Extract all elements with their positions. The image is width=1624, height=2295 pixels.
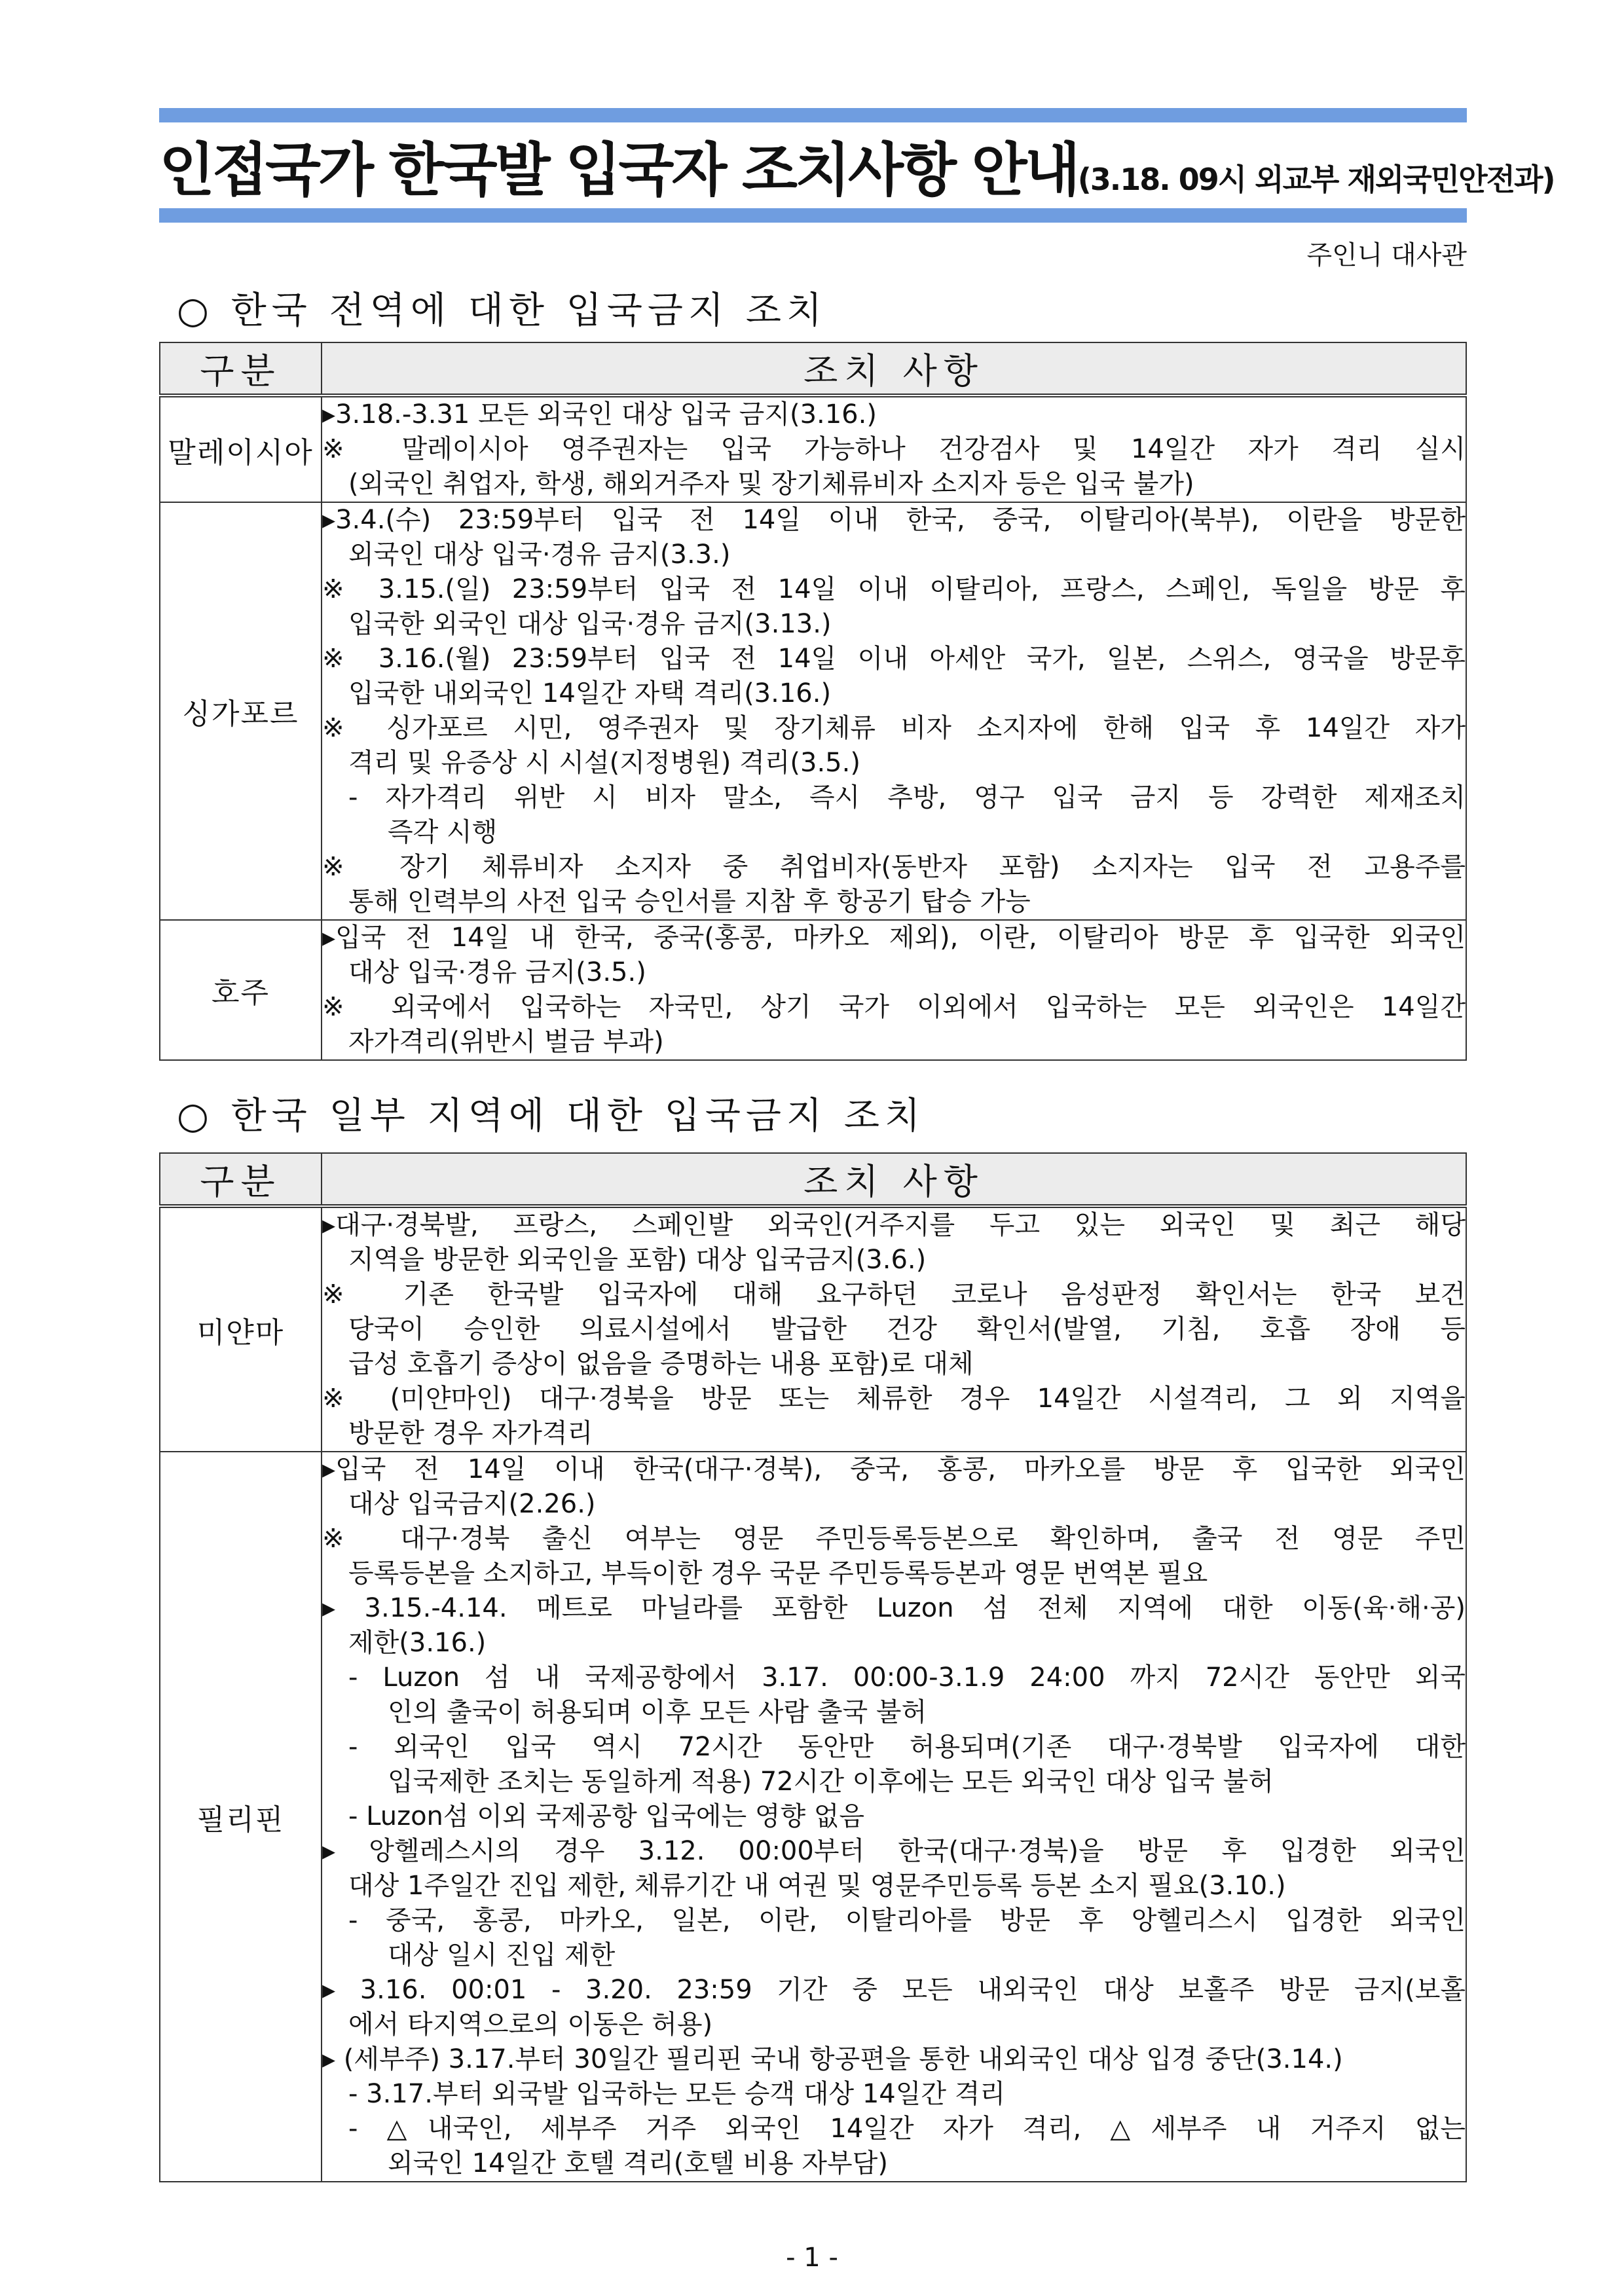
table-header-row — [160, 342, 1466, 395]
measure-line: ▸ 앙헬레스시의 경우 3.12. 00:00부터 한국(대구·경북)을 방문 후 입경한 외국인 — [322, 1836, 1466, 1866]
measure-line: 대상 일시 진입 제한 — [388, 1940, 616, 1970]
embassy-label: 주인니 대사관 — [1306, 240, 1467, 270]
measure-line: 인의 출국이 허용되며 이후 모든 사람 출국 불허 — [388, 1697, 927, 1727]
table-row — [160, 502, 1466, 920]
measure-line: ▸입국 전 14일 이내 한국(대구·경북), 중국, 홍콩, 마카오를 방문 후 입국한 외국인 — [322, 1454, 1466, 1484]
title-bottom-bar — [159, 208, 1467, 223]
table-row — [160, 920, 1466, 1060]
measure-line: 입국한 내외국인 14일간 자택 격리(3.16.) — [348, 678, 832, 708]
page-number: - 1 - — [786, 2243, 838, 2273]
measure-line: ▸3.4.(수) 23:59부터 입국 전 14일 이내 한국, 중국, 이탈리아(북부), 이란을 방문한 — [322, 505, 1466, 535]
section2-table — [159, 1152, 1467, 2182]
measure-line: 즉각 시행 — [388, 817, 498, 847]
measure-line: 대상 입국·경유 금지(3.5.) — [348, 957, 646, 987]
measure-line: 외국인 대상 입국·경유 금지(3.3.) — [348, 540, 731, 570]
measures-cell — [322, 1206, 1466, 1452]
measure-line: ▸ 3.16. 00:01 - 3.20. 23:59 기간 중 모든 내외국인 대상 보홀주 방문 금지(보홀 — [322, 1975, 1466, 2005]
measure-line: 당국이 승인한 의료시설에서 발급한 건강 확인서(발열, 기침, 호흡 장애 등 — [348, 1314, 1466, 1344]
measure-line: ※ 기존 한국발 입국자에 대해 요구하던 코로나 음성판정 확인서는 한국 보건 — [322, 1279, 1466, 1310]
measure-line: 입국제한 조치는 동일하게 적용) 72시간 이후에는 모든 외국인 대상 입국 불허 — [388, 1767, 1274, 1797]
measure-line: - Luzon 섬 내 국제공항에서 3.17. 00:00-3.1.9 24:00 까지 72시간 동안만 외국 — [348, 1662, 1466, 1693]
country-cell: 필리핀 — [160, 1452, 322, 2182]
measure-line: 대상 입국금지(2.26.) — [348, 1489, 596, 1519]
measure-line: - Luzon섬 이외 국제공항 입국에는 영향 없음 — [348, 1801, 865, 1831]
measure-line: ▸3.18.-3.31 모든 외국인 대상 입국 금지(3.16.) — [322, 399, 877, 430]
section1-heading: ○ 한국 전역에 대한 입국금지 조치 — [177, 289, 828, 332]
measure-line: - 자가격리 위반 시 비자 말소, 즉시 추방, 영구 입국 금지 등 강력한 제재조치 — [348, 782, 1466, 813]
measure-line: ▸ (세부주) 3.17.부터 30일간 필리핀 국내 항공편을 통한 내외국인 대상 입경 중단(3.14.) — [322, 2044, 1343, 2074]
country-cell: 미얀마 — [160, 1206, 322, 1452]
measure-line: - 3.17.부터 외국발 입국하는 모든 승객 대상 14일간 격리 — [348, 2079, 1005, 2109]
country-cell: 호주 — [160, 920, 322, 1060]
table-row — [160, 1206, 1466, 1452]
measure-line: (외국인 취업자, 학생, 해외거주자 및 장기체류비자 소지자 등은 입국 불가) — [348, 469, 1194, 499]
measure-line: ※ 말레이시아 영주권자는 입국 가능하나 건강검사 및 14일간 자가 격리 실시 — [322, 434, 1466, 464]
table-row — [160, 1452, 1466, 2182]
col-header-country: 구분 — [160, 1153, 322, 1206]
title-top-bar — [159, 108, 1467, 122]
measure-line: ※ 대구·경북 출신 여부는 영문 주민등록등본으로 확인하며, 출국 전 영문 주민 — [322, 1524, 1466, 1554]
page-title — [159, 124, 1555, 207]
measure-line: 대상 1주일간 진입 제한, 체류기간 내 여권 및 영문주민등록 등본 소지 필요(3.10.) — [348, 1871, 1286, 1901]
measures-cell — [322, 395, 1466, 502]
measure-line: ▸입국 전 14일 내 한국, 중국(홍콩, 마카오 제외), 이란, 이탈리아 방문 후 입국한 외국인 — [322, 923, 1466, 953]
measure-line: ※ (미얀마인) 대구·경북을 방문 또는 체류한 경우 14일간 시설격리, 그 외 지역을 — [322, 1384, 1466, 1414]
col-header-country: 구분 — [160, 342, 322, 395]
table-header-row — [160, 1153, 1466, 1206]
measure-line: 에서 타지역으로의 이동은 허용) — [348, 2010, 713, 2040]
measure-line: ※ 3.16.(월) 23:59부터 입국 전 14일 이내 아세안 국가, 일본, 스위스, 영국을 방문후 — [322, 644, 1466, 674]
measure-line: ※ 싱가포르 시민, 영주권자 및 장기체류 비자 소지자에 한해 입국 후 14일간 자가 — [322, 713, 1466, 743]
measure-line: ※ 3.15.(일) 23:59부터 입국 전 14일 이내 이탈리아, 프랑스, 스페인, 독일을 방문 후 — [322, 574, 1466, 604]
measure-line: - 중국, 홍콩, 마카오, 일본, 이란, 이탈리아를 방문 후 앙헬리스시 입경한 외국인 — [348, 1905, 1466, 1936]
country-cell: 말레이시아 — [160, 395, 322, 502]
measure-line: - △내국인, 세부주 거주 외국인 14일간 자가 격리, △세부주 내 거주지 없는 — [348, 2114, 1466, 2144]
measures-cell — [322, 1452, 1466, 2182]
measure-line: 방문한 경우 자가격리 — [348, 1418, 593, 1448]
measure-line: 급성 호흡기 증상이 없음을 증명하는 내용 포함)로 대체 — [348, 1349, 974, 1379]
measure-line: ▸ 3.15.-4.14. 메트로 마닐라를 포함한 Luzon 섬 전체 지역에 대한 이동(육·해·공) — [322, 1593, 1466, 1623]
section2-heading: ○ 한국 일부 지역에 대한 입국금지 조치 — [177, 1095, 926, 1137]
measure-line: 외국인 14일간 호텔 격리(호텔 비용 자부담) — [388, 2148, 888, 2178]
measure-line: - 외국인 입국 역시 72시간 동안만 허용되며(기존 대구·경북발 입국자에 대한 — [348, 1732, 1466, 1762]
title-main: 인접국가 한국발 입국자 조치사항 안내 — [159, 136, 1078, 204]
measure-line: ※ 외국에서 입국하는 자국민, 상기 국가 이외에서 입국하는 모든 외국인은 14일간 — [322, 992, 1466, 1022]
measure-line: 자가격리(위반시 벌금 부과) — [348, 1027, 664, 1057]
measure-line: 등록등본을 소지하고, 부득이한 경우 국문 주민등록등본과 영문 번역본 필요 — [348, 1558, 1208, 1588]
measure-line: 지역을 방문한 외국인을 포함) 대상 입국금지(3.6.) — [348, 1245, 927, 1275]
country-cell: 싱가포르 — [160, 502, 322, 920]
col-header-measures: 조치 사항 — [322, 1153, 1466, 1206]
measure-line: ※ 장기 체류비자 소지자 중 취업비자(동반자 포함) 소지자는 입국 전 고용주를 — [322, 852, 1466, 882]
measure-line: ▸대구·경북발, 프랑스, 스페인발 외국인(거주지를 두고 있는 외국인 및 최근 해당 — [322, 1210, 1466, 1240]
table-row — [160, 395, 1466, 502]
measure-line: 제한(3.16.) — [348, 1628, 487, 1658]
title-sub: (3.18. 09시 외교부 재외국민안전과) — [1077, 162, 1555, 197]
section1-table — [159, 342, 1467, 1061]
measure-line: 격리 및 유증상 시 시설(지정병원) 격리(3.5.) — [348, 748, 860, 778]
measures-cell — [322, 502, 1466, 920]
col-header-measures: 조치 사항 — [322, 342, 1466, 395]
measure-line: 입국한 외국인 대상 입국·경유 금지(3.13.) — [348, 609, 832, 639]
measure-line: 통해 인력부의 사전 입국 승인서를 지참 후 항공기 탑승 가능 — [348, 887, 1031, 917]
measures-cell — [322, 920, 1466, 1060]
